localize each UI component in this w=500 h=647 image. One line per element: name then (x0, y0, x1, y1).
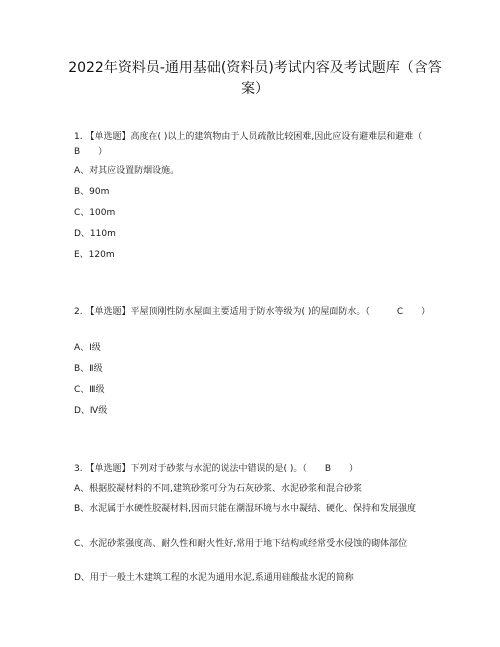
document-title: 2022年资料员-通用基础(资料员)考试内容及考试题库（含答案） (68, 60, 442, 97)
question-stem: 3. 【单选题】下列对于砂浆与水泥的说法中错误的是( )。（ B ） (74, 464, 359, 474)
question-stem: 2. 【单选题】平屋顶刚性防水屋面主要适用于防水等级为( )的屋面防水。（ C ） (74, 307, 431, 317)
option-c: C、水泥砂浆强度高、耐久性和耐火性好,常用于地下结构或经常受水侵蚀的砌体部位 (74, 539, 408, 549)
option-d: D、用于一般土木建筑工程的水泥为通用水泥,系通用硅酸盐水泥的简称 (74, 573, 354, 583)
option-d: D、Ⅳ级 (74, 406, 108, 416)
option-c: C、100m (74, 208, 116, 218)
option-a: A、Ⅰ级 (74, 343, 101, 353)
option-d: D、110m (74, 229, 116, 239)
option-a: A、对其应设置防烟设施。 (74, 166, 180, 176)
option-a: A、根据胶凝材料的不同,建筑砂浆可分为石灰砂浆、水泥砂浆和混合砂浆 (74, 484, 363, 494)
question-3 (74, 462, 444, 583)
option-b: B、90m (74, 187, 110, 197)
option-b: B、水泥属于水硬性胶凝材料,因而只能在潮湿环境与水中凝结、硬化、保持和发展强度 (74, 504, 417, 514)
option-e: E、120m (74, 250, 115, 260)
option-c: C、Ⅲ级 (74, 385, 105, 395)
question-2 (74, 305, 444, 416)
question-stem: 1. 【单选题】高度在( )以上的建筑物由于人员疏散比较困难,因此应设有避难层和避难（ B ） (74, 132, 441, 157)
question-1 (74, 130, 444, 260)
option-b: B、Ⅱ级 (74, 364, 103, 374)
